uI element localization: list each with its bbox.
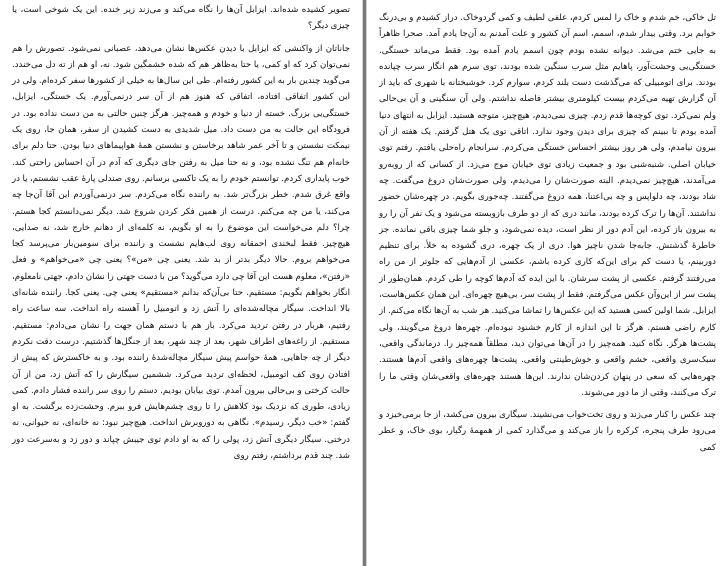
right-page-text (367, 0, 728, 456)
paragraph: چند عکس را کنار می‌زند و روی تخت‌خواب می‌نشیند. سیگاری بیرون می‌کشد، از جا برمی‌خیزد و می‌رود طرف پنجره، کرکره را باز می‌کند و می‌گذارد کمی از همهمهٔ رگبار، بوی خاک، و عطر کمی (379, 410, 716, 453)
paragraph: جاناتان از واکنشی که ایزابل با دیدن عکس‌ها نشان می‌دهد، عصبانی نمی‌شود. تصورش را هم نمی‌توان کرد که او کمی، یا حتا به‌ظاهر هم که شده خشمگین شود. نه، او هم از ته دل می‌خندد. می‌گوید چندین بار به این کشور رفته‌ام. طی این سال‌ها به خیلی از کشورها سفر کرده‌ام. ولی در این کشور اتفاقی افتاده، اتفاقی که هنوز هم از آن سر درنمی‌آورم. یک خستگی، ایزابل، خستگی‌یی بزرگ. خسته از دنیا و خودم و همه‌چیز. هرگز چنین حالتی به من دست نداده بود. در فرودگاه این حالت به من دست داد. میل شدیدی به دست کشیدن از سفر، همان جا، روی یک نیمکت نشستن و تا آخر عمر شاهد برخاستن و نشستن همهٔ هواپیماهای دنیا بودن. حتا دلم برای خانه‌ام هم تنگ نشده بود، و نه حتا میل به رفتن جای دیگری که آدم در آن احساس راحتی کند. خوب پایداری کردم. توانستم خودم را به یک تاکسی برسانم. روی صندلی پارهٔ عقب نشستم، یا در واقع غرق شدم. خطر بزرگ‌تر شد. به راننده نگاه می‌کردم. سر درنمی‌آوردم این آقا آن‌جا چه می‌کند، یا من چه می‌کنم. درست از همین فکر کردن شروع شد. دیگر نمی‌دانستم کجا هستم. چرا؟ دلم می‌خواست این موضوع را به او بگویم، نه کلمه‌ای از دهانم خارج شد، نه صدایی، هیچ‌چیز. فقط لبخندی احمقانه روی لب‌هایم نشست و راننده برای سومین‌بار می‌پرسد کجا می‌خواهم بروم. حالا دیگر بدتر از بد شد. یعنی چی «من»؟ یعنی چی «می‌خواهم» و فعل «رفتن»، معلوم هست این آقا چی دارد می‌گوید؟ من با دست جهتی را نشان دادم، جهتی نامعلوم، انگار بخواهم بگویم: مستقیم. حتا بی‌آن‌که بدانم «مستقیم» یعنی چی. یعنی کجا. راننده شانه‌ای بالا انداخت. سیگار مچاله‌شده‌ای را آتش زد و اتومبیل را آهسته راه انداخت. سه ساعت راه رفتیم، هربار در رفتن تردید می‌کرد. باز هم با دستم همان جهت را نشان می‌دادم: مستقیم. مستقیم. از زاغه‌های اطراف شهر، بعد از چند شهر، بعد از جنگل‌ها گذشتیم. درست دقت نکردم دیگر از چه جاهایی. همهٔ حواسم پیش سیگار مچاله‌شدهٔ راننده بود. و به خاکسترش که پیش از افتادن روی کف اتومبیل، لحظه‌ای تردید می‌کرد. ششمین سیگارش را که آتش زد، من از آن حالت کرختی و بی‌حالی بیرون آمدم. توی بیابان بودیم. دستم را روی سر راننده فشار دادم. کمی زیادی، طوری که نزدیک بود کلاهش را تا روی چشم‌هایش فرو ببرم. وحشت‌زده برگشت. به او گفتم: «خب دیگر، رسیدم». نگاهی به دوروبرش انداخت. هیچ‌چیز نبود: نه خانه‌ای، نه حیوانی، نه درختی. سیگار دیگری آتش زد، پولی را که به او دادم توی جیبش چپاند و دور زد و به‌سرعت دور شد. چند قدم برداشتم، رفتم روی (12, 43, 350, 462)
paragraph: تصویر کشیده شده‌اند. ایزابل آن‌ها را نگاه می‌کند و می‌زند زیر خنده. این یک شوخی است، یا چیزی دیگر؟ (12, 5, 350, 32)
left-page-text (0, 0, 362, 464)
paragraph: تل خاکی، خم شدم و خاک را لمس کردم، علفی لطیف و کمی گردوخاک. دراز کشیدم و بی‌درنگ خوابم برد. وقتی بیدار شدم، اسمم، اسم آن کشور و علت آمدنم به آن‌جا یادم آمد. صحرا ظاهراً به جایی ختم می‌شد. دیوانه نشده بودم چون اسمم یادم آمده بود. فقط می‌ماند خستگی. خستگی‌یی وحشت‌آور، پاهایم مثل سرب سنگین شده بودند، توی سرم هم انگار سرب چپانده بودند. برای اتومبیلی که می‌گذشت دست بلند کردم، سوارم کرد. خوشبختانه با شهری که باید از آن گزارش تهیه می‌کردم بیست کیلومتری بیشتر فاصله نداشتم. ولی آن سنگینی و آن بی‌حالی ولم نمی‌کرد. توی کوچه‌ها قدم زدم. چیزی نمی‌دیدم، هیچ‌چیز، متوجه هستید. ایزابل به انتهای دنیا آمده بودم تا ببینم که چیزی برای دیدن وجود ندارد. اتاقی توی یک هتل گرفتم. یک هفته از آن بیرون نیامدم، ولی هر روز بیشتر احساس خستگی می‌کردم. سرانجام راه‌حلی یافتم. رفتم توی خیابان اصلی. شنبه‌شبی بود و جمعیت زیادی توی خیابان موج می‌زد. از کسانی که از روبه‌رو می‌آمدند، هیچ‌چیز نمی‌دیدم. البته صورت‌شان را می‌دیدم، ولی صورت‌شان دروغ می‌گفت. چه شاد بودند، چه دلواپس و چه بی‌اعتنا، همه دروغ می‌گفتند. چه‌جوری بگویم. در چهره‌شان حضور نداشتند. آن‌ها را ترک کرده بودند، مانند دری که از دو طرف بازوبسته می‌شود و یک نفر آن را رو به بیرون باز کرده، این آدم دور از نظر است، دیده نمی‌شود، و جلو شما چیزی باقی نمانده. جز خاطرهٔ گذشتش. جابه‌جا شدن ناچیز هوا. دری از یک چهره، دری گشوده به خلأ. برای تنظیم دوربینم، یا دست کم برای این‌که کاری کرده باشم، عکسی از آدم‌هایی که جلوتر از من راه می‌رفتند گرفتم. عکسی از پشت سرشان. با این ایده که آدم‌ها کوچه را طی کردم. همان‌طور از پشت سر از این‌وآن عکس می‌گرفتم. فقط از پشت سر، بی‌هیچ چهره‌ای. این همان عکس‌هاست، ایزابل. شما اولین کسی هستید که این عکس‌ها را تماشا می‌کنید. هر شب به آن‌ها نگاه می‌کنم. از کارم راضی هستم. هرگز تا این اندازه از کارم خشنود نبوده‌ام. چهره‌ها دروغ می‌گویند، ولی پشت‌ها هرگز. نگاه کنید. همه‌چیز را در آن‌ها می‌توان دید، مطلقاً همه‌چیز را. درماندگی واقعی، سبک‌سری واقعی، خشم واقعی و خوش‌طینتی واقعی. پشت‌ها چهره‌های واقعی آدم‌ها هستند. چهره‌هایی که سعی در پنهان کردن‌شان ندارند. این‌ها هستند چهره‌های واقعی‌شان وقتی ما را ترک می‌کنند، وقتی از ما دور می‌شوند. (379, 13, 716, 398)
right-page (366, 0, 728, 566)
left-page (0, 0, 363, 566)
